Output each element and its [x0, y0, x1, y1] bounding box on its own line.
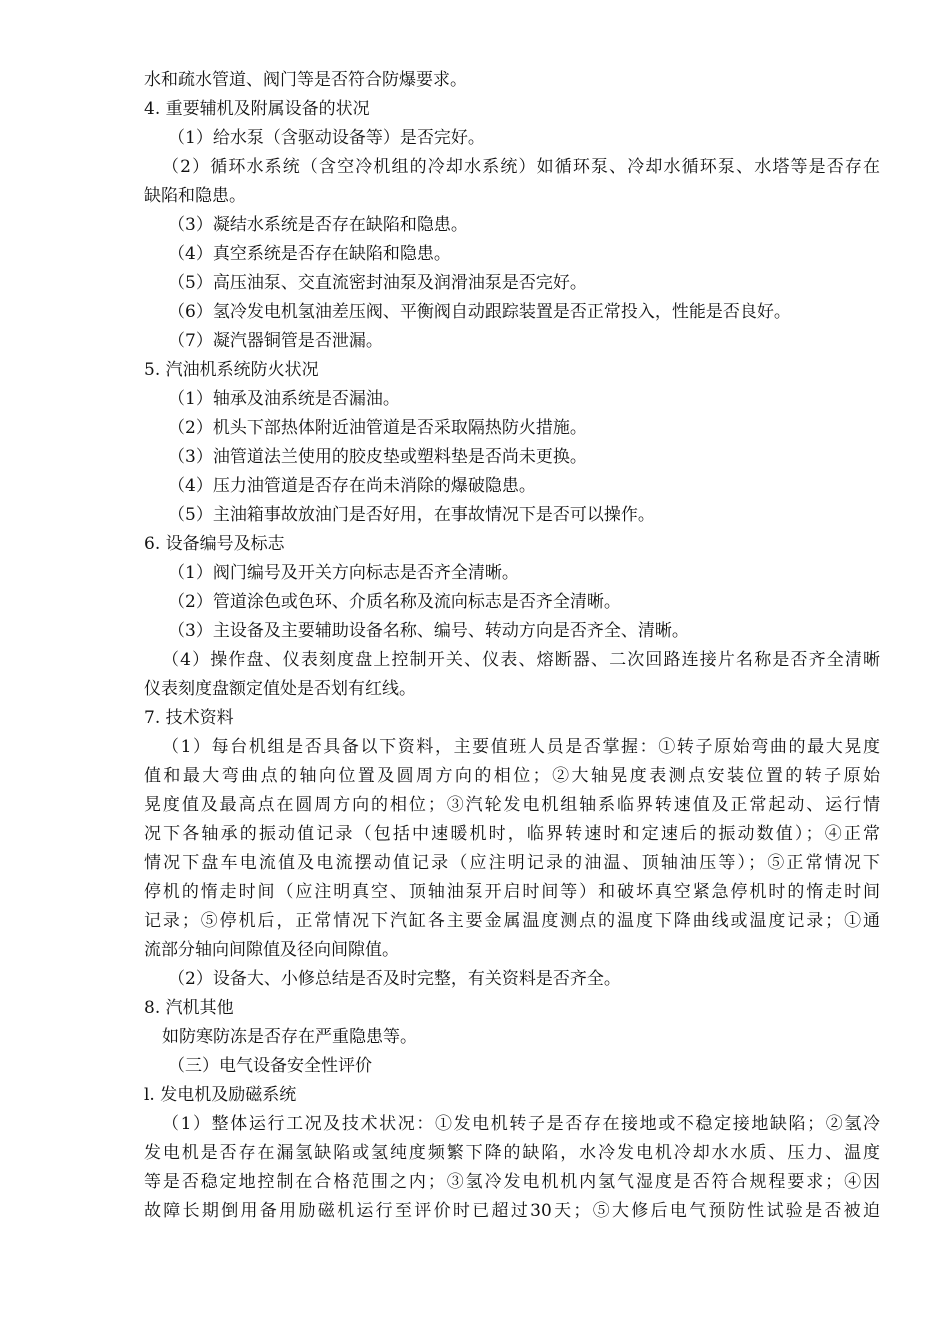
- text-line: 晃度值及最高点在圆周方向的相位；③汽轮发电机组轴系临界转速值及正常起动、运行情: [144, 795, 880, 815]
- list-item: （1）整体运行工况及技术状况：①发电机转子是否存在接地或不稳定接地缺陷；②氢冷: [162, 1114, 880, 1134]
- list-item: （1）轴承及油系统是否漏油。: [168, 389, 400, 409]
- list-item: （5）高压油泵、交直流密封油泵及润滑油泵是否完好。: [168, 273, 587, 293]
- list-item: （1）每台机组是否具备以下资料，主要值班人员是否掌握：①转子原始弯曲的最大晃度: [162, 737, 880, 757]
- section-heading: l. 发电机及励磁系统: [144, 1085, 297, 1105]
- list-item: （4）操作盘、仪表刻度盘上控制开关、仪表、熔断器、二次回路连接片名称是否齐全清晰: [162, 650, 880, 670]
- list-item: （7）凝汽器铜管是否泄漏。: [168, 331, 383, 351]
- text-line: 记录；⑤停机后，正常情况下汽缸各主要金属温度测点的温度下降曲线或温度记录；①通: [144, 911, 880, 931]
- list-item: （6）氢冷发电机氢油差压阀、平衡阀自动跟踪装置是否正常投入，性能是否良好。: [168, 302, 791, 322]
- section-heading: （三）电气设备安全性评价: [168, 1056, 372, 1076]
- list-item: （5）主油箱事故放油门是否好用，在事故情况下是否可以操作。: [168, 505, 655, 525]
- list-item: （1）阀门编号及开关方向标志是否齐全清晰。: [168, 563, 519, 583]
- section-heading: 7. 技术资料: [144, 708, 234, 728]
- text-line: 况下各轴承的振动值记录（包括中速暖机时，临界转速时和定速后的振动数值）；④正常: [144, 824, 880, 844]
- list-item: （2）循环水系统（含空冷机组的冷却水系统）如循环泵、冷却水循环泵、水塔等是否存在: [162, 157, 880, 177]
- text-line: 停机的惰走时间（应注明真空、顶轴油泵开启时间等）和破坏真空紧急停机时的惰走时间: [144, 882, 880, 902]
- text-line: 故障长期倒用备用励磁机运行至评价时已超过30天；⑤大修后电气预防性试验是否被迫: [144, 1201, 880, 1221]
- list-item: （2）机头下部热体附近油管道是否采取隔热防火措施。: [168, 418, 587, 438]
- list-item: （1）给水泵（含驱动设备等）是否完好。: [168, 128, 485, 148]
- list-item: （3）凝结水系统是否存在缺陷和隐患。: [168, 215, 468, 235]
- section-heading: 8. 汽机其他: [144, 998, 234, 1018]
- list-item: （4）真空系统是否存在缺陷和隐患。: [168, 244, 451, 264]
- text-line: 流部分轴向间隙值及径向间隙值。: [144, 940, 399, 960]
- list-item: （3）主设备及主要辅助设备名称、编号、转动方向是否齐全、清晰。: [168, 621, 689, 641]
- text-line: 仪表刻度盘额定值处是否划有红线。: [144, 679, 416, 699]
- list-item: （4）压力油管道是否存在尚未消除的爆破隐患。: [168, 476, 536, 496]
- text-line: 如防寒防冻是否存在严重隐患等。: [162, 1027, 417, 1047]
- text-line: 等是否稳定地控制在合格范围之内；③氢冷发电机机内氢气湿度是否符合规程要求；④因: [144, 1172, 880, 1192]
- section-heading: 6. 设备编号及标志: [144, 534, 285, 554]
- list-item: （2）管道涂色或色环、介质名称及流向标志是否齐全清晰。: [168, 592, 621, 612]
- text-line: 发电机是否存在漏氢缺陷或氢纯度频繁下降的缺陷，水冷发电机冷却水水质、压力、温度: [144, 1143, 880, 1163]
- text-line: 水和疏水管道、阀门等是否符合防爆要求。: [144, 70, 467, 90]
- list-item: （3）油管道法兰使用的胶皮垫或塑料垫是否尚未更换。: [168, 447, 587, 467]
- text-line: 值和最大弯曲点的轴向位置及圆周方向的相位；②大轴晃度表测点安装位置的转子原始: [144, 766, 880, 786]
- text-line: 情况下盘车电流值及电流摆动值记录（应注明记录的油温、顶轴油压等）；⑤正常情况下: [144, 853, 880, 873]
- section-heading: 4. 重要辅机及附属设备的状况: [144, 99, 370, 119]
- text-line: 缺陷和隐患。: [144, 186, 246, 206]
- list-item: （2）设备大、小修总结是否及时完整，有关资料是否齐全。: [168, 969, 621, 989]
- section-heading: 5. 汽油机系统防火状况: [144, 360, 319, 380]
